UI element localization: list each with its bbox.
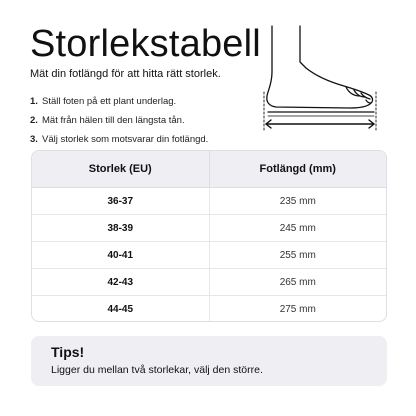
column-header-size: Storlek (EU) bbox=[32, 151, 210, 187]
table-row bbox=[32, 242, 386, 269]
length-cell: 245 mm bbox=[279, 222, 316, 234]
length-cell: 275 mm bbox=[279, 304, 316, 315]
size-cell: 36-37 bbox=[32, 188, 210, 214]
size-cell: 40-41 bbox=[32, 242, 210, 268]
instruction-step bbox=[30, 130, 208, 149]
size-table bbox=[31, 150, 387, 322]
step-number: 2. bbox=[30, 115, 38, 126]
page-title: Storlekstabell bbox=[30, 23, 261, 65]
step-text: Välj storlek som motsvarar din fotlängd. bbox=[42, 134, 209, 145]
length-cell: 255 mm bbox=[279, 249, 316, 261]
tips-title: Tips! bbox=[51, 344, 85, 360]
step-number: 3. bbox=[30, 134, 38, 145]
length-cell: 235 mm bbox=[279, 195, 316, 207]
instruction-step bbox=[30, 92, 208, 111]
instruction-step bbox=[30, 111, 208, 130]
size-cell: 38-39 bbox=[32, 215, 210, 241]
tips-text: Ligger du mellan två storlekar, välj den större. bbox=[51, 364, 263, 376]
foot-measure-icon bbox=[250, 20, 385, 138]
size-cell: 44-45 bbox=[32, 296, 210, 322]
size-cell: 42-43 bbox=[32, 269, 210, 295]
step-text: Mät från hälen till den längsta tån. bbox=[42, 115, 185, 126]
step-number: 1. bbox=[30, 96, 38, 107]
table-row bbox=[32, 269, 386, 296]
table-row bbox=[32, 215, 386, 242]
length-cell: 265 mm bbox=[279, 276, 316, 288]
instruction-steps bbox=[30, 92, 208, 149]
tips-box bbox=[31, 336, 387, 386]
table-row bbox=[32, 188, 386, 215]
column-header-length: Fotlängd (mm) bbox=[259, 163, 336, 175]
step-text: Ställ foten på ett plant underlag. bbox=[42, 96, 177, 107]
table-row bbox=[32, 296, 386, 322]
table-header bbox=[32, 151, 386, 188]
page-subtitle: Mät din fotlängd för att hitta rätt storlek. bbox=[30, 68, 221, 80]
